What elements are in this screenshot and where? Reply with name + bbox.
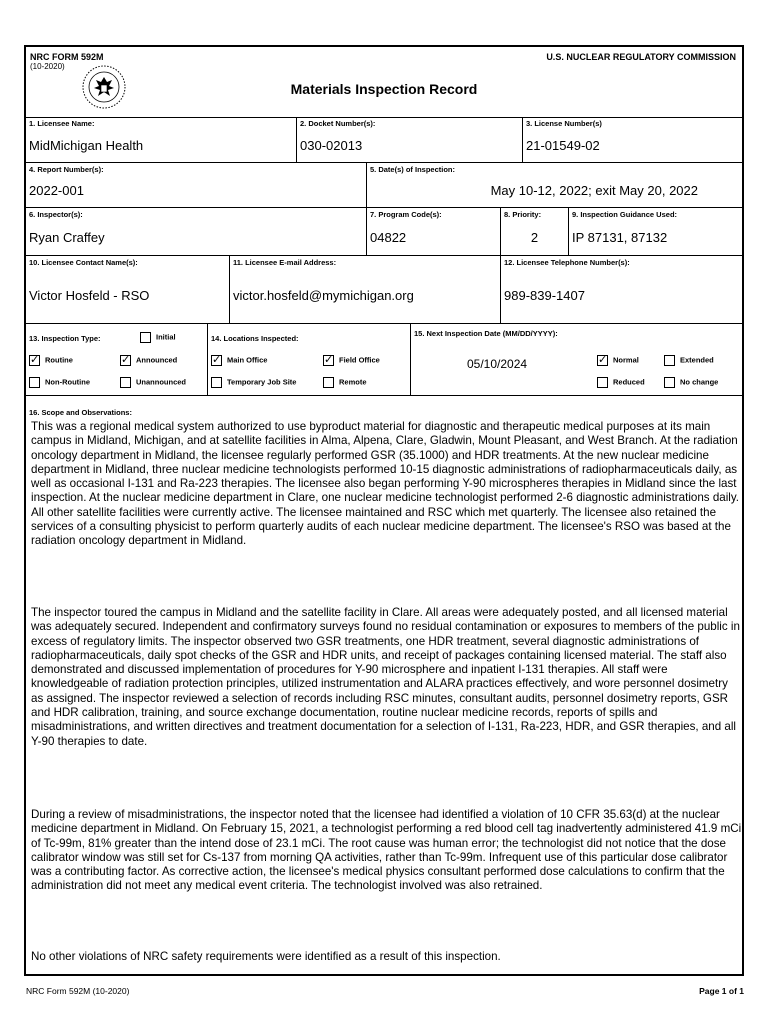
- non-routine-option[interactable]: [29, 377, 90, 388]
- non-routine-label: Non-Routine: [45, 377, 90, 387]
- inspection-form: [24, 45, 744, 976]
- locations-cell: [207, 324, 410, 395]
- reduced-option[interactable]: [597, 377, 645, 388]
- row-inspection-details: [26, 324, 742, 396]
- row-inspector: [26, 208, 742, 256]
- extended-checkbox[interactable]: [664, 355, 675, 366]
- license-number-label: 3. License Number(s): [526, 119, 602, 128]
- licensee-name-label: 1. Licensee Name:: [29, 119, 95, 128]
- licensee-name-field[interactable]: MidMichigan Health: [29, 138, 144, 153]
- main-office-checkbox[interactable]: [211, 355, 222, 366]
- main-office-label: Main Office: [227, 355, 268, 365]
- scope-paragraph-2: The inspector toured the campus in Midland and the satellite facility in Clare. All areas were adequately posted, and all licensed material was adequately secured. Independent and confirmatory surveys found no residual contamination or exposures to members of the public in excess of regulatory limits. The inspector observed two GSR treatments, one HDR treatment, several diagnostic administrations of radiopharmaceuticals, daily spot checks of the GSR and HDR units, and receipt of packages containing licensed material. The staff also demonstrated and discussed implementation of procedures for Y-90 microsphere and inpatient I-131 therapies. All staff were knowledgeable of radiation protection principles, utilized instrumentation and ALARA practices effectively, and wore personnel dosimetry as assigned. The inspector reviewed a selection of records including RSC minutes, consultant audits, personnel dosimetry reports, GSR and HDR calibration, training, and source exchange documentation, routine nuclear medicine records, reports of spills and misadministrations, and written directives and treatment documentation for a selection of I-131, Ra-223, HDR, and GSR therapies, and all Y-90 therapies to date.: [31, 606, 740, 748]
- inspector-field[interactable]: Ryan Craffey: [29, 230, 105, 245]
- no-change-checkbox[interactable]: [664, 377, 675, 388]
- scope-paragraph-3: During a review of misadministrations, the inspector noted that the licensee had identified a violation of 10 CFR 35.63(d) at the nuclear medicine department in Midland. On February 15, 2021, a technologist performing a red blood cell tag inadvertently administered 41.9 mCi of Tc-99m, 81% greater than the intend dose of 23.1 mCi. The root cause was human error; the technologist did not notice that the dose calibrator window was still set for Cs-137 from morning QA activities, rather than Tc-99m. Infrequent use of this particular dose calibrator was a contributing factor. As corrective action, the licensee's medical physics consultant performed dose calculations to confirm that the administration did not meet any medical event criteria. The technologist involved was also retrained.: [31, 808, 742, 893]
- contact-name-cell: [26, 256, 229, 323]
- contact-name-label: 10. Licensee Contact Name(s):: [29, 258, 138, 267]
- docket-number-cell: [296, 117, 522, 162]
- initial-checkbox[interactable]: [140, 332, 151, 343]
- row-contact: [26, 256, 742, 324]
- normal-label: Normal: [613, 355, 639, 365]
- reduced-label: Reduced: [613, 377, 645, 387]
- field-office-label: Field Office: [339, 355, 380, 365]
- form-title: Materials Inspection Record: [290, 81, 478, 97]
- initial-label: Initial: [156, 332, 176, 342]
- licensee-name-cell: [26, 117, 296, 162]
- unannounced-checkbox[interactable]: [120, 377, 131, 388]
- inspector-label: 6. Inspector(s):: [29, 210, 83, 219]
- inspector-cell: [26, 208, 366, 255]
- remote-option[interactable]: [323, 377, 367, 388]
- row-report: [26, 163, 742, 208]
- non-routine-checkbox[interactable]: [29, 377, 40, 388]
- temporary-job-site-checkbox[interactable]: [211, 377, 222, 388]
- program-code-field[interactable]: 04822: [370, 230, 407, 245]
- email-label: 11. Licensee E-mail Address:: [233, 258, 337, 267]
- phone-cell: [500, 256, 742, 323]
- main-office-option[interactable]: [211, 355, 267, 366]
- program-code-label: 7. Program Code(s):: [370, 210, 442, 219]
- field-office-option[interactable]: [323, 355, 380, 366]
- priority-label: 8. Priority:: [504, 210, 542, 219]
- remote-checkbox[interactable]: [323, 377, 334, 388]
- temporary-job-site-option[interactable]: [211, 377, 296, 388]
- license-number-field[interactable]: 21-01549-02: [526, 138, 600, 153]
- contact-name-field[interactable]: Victor Hosfeld - RSO: [29, 288, 150, 303]
- docket-number-field[interactable]: 030-02013: [300, 138, 363, 153]
- extended-label: Extended: [680, 355, 714, 365]
- phone-field[interactable]: 989-839-1407: [504, 288, 585, 303]
- next-inspection-cell: [410, 324, 742, 395]
- scope-paragraph-1: This was a regional medical system authorized to use byproduct material for diagnostic and therapeutic medical purposes at its main campus in Midland, Michigan, and at satellite facilities in Alma, Alpena, Clare, Gladwin, Mount Pleasant, and West Branch. At the radiation oncology department in Midland, the licensee regularly performed GSR (35.1000) and HDR treatments. At the new nuclear medicine department in Midland, three nuclear medicine technologists performed 10-15 diagnostic administrations of radiopharmaceuticals daily, as well as occasional I-131 and Ra-223 therapies. The licensee also began performing Y-90 microspheres therapies in Midland since the last inspection. At the nuclear medicine department in Clare, one nuclear medicine technologist performed 2-6 diagnostic administrations daily. All other satellite facilities were currently active. The licensee maintained and RSC which met quarterly. The licensee also retained the services of a consulting physicist to perform quarterly audits of each nuclear medicine department. The licensee's RSO was based at the radiation oncology department in Midland.: [31, 420, 740, 548]
- announced-checkbox[interactable]: [120, 355, 131, 366]
- program-code-cell: [366, 208, 500, 255]
- priority-cell: [500, 208, 568, 255]
- announced-label: Announced: [136, 355, 178, 365]
- agency-name: U.S. NUCLEAR REGULATORY COMMISSION: [546, 52, 736, 62]
- initial-option[interactable]: [140, 332, 176, 343]
- guidance-label: 9. Inspection Guidance Used:: [572, 210, 678, 219]
- footer-page-number: Page 1 of 1: [699, 986, 744, 996]
- normal-option[interactable]: [597, 355, 639, 366]
- email-cell: [229, 256, 500, 323]
- no-change-label: No change: [680, 377, 719, 387]
- form-revision: (10-2020): [30, 62, 65, 71]
- inspection-type-cell: [26, 324, 207, 395]
- docket-number-label: 2. Docket Number(s):: [300, 119, 376, 128]
- extended-option[interactable]: [664, 355, 714, 366]
- guidance-cell: [568, 208, 742, 255]
- priority-field[interactable]: 2: [530, 230, 539, 245]
- unannounced-label: Unannounced: [136, 377, 186, 387]
- remote-label: Remote: [339, 377, 367, 387]
- reduced-checkbox[interactable]: [597, 377, 608, 388]
- scope-paragraph-4: No other violations of NRC safety requirements were identified as a result of this inspection.: [31, 950, 501, 963]
- temporary-job-site-label: Temporary Job Site: [227, 377, 297, 387]
- guidance-field[interactable]: IP 87131, 87132: [572, 230, 668, 245]
- routine-option[interactable]: [29, 355, 73, 366]
- form-id: NRC FORM 592M: [30, 52, 104, 62]
- inspection-type-label: 13. Inspection Type:: [29, 334, 101, 343]
- unannounced-option[interactable]: [120, 377, 186, 388]
- row-licensee: [26, 117, 742, 163]
- next-inspection-label: 15. Next Inspection Date (MM/DD/YYYY):: [414, 329, 558, 338]
- form-header: [26, 47, 742, 118]
- no-change-option[interactable]: [664, 377, 718, 388]
- routine-label: Routine: [45, 355, 73, 365]
- inspection-dates-cell: [366, 163, 742, 207]
- license-number-cell: [522, 117, 742, 162]
- report-number-label: 4. Report Number(s):: [29, 165, 104, 174]
- phone-label: 12. Licensee Telephone Number(s):: [504, 258, 630, 267]
- locations-label: 14. Locations Inspected:: [211, 334, 299, 343]
- inspection-dates-label: 5. Date(s) of Inspection:: [370, 165, 456, 174]
- next-inspection-date-field[interactable]: 05/10/2024: [467, 357, 528, 371]
- scope-label: 16. Scope and Observations:: [29, 408, 132, 417]
- field-office-checkbox[interactable]: [323, 355, 334, 366]
- announced-option[interactable]: [120, 355, 177, 366]
- inspection-dates-field[interactable]: May 10-12, 2022; exit May 20, 2022: [490, 183, 698, 198]
- routine-checkbox[interactable]: [29, 355, 40, 366]
- scope-section: [26, 404, 742, 974]
- report-number-cell: [26, 163, 366, 207]
- report-number-field[interactable]: 2022-001: [29, 183, 84, 198]
- footer-form-id: NRC Form 592M (10-2020): [26, 986, 130, 996]
- email-field[interactable]: victor.hosfeld@mymichigan.org: [233, 288, 414, 303]
- normal-checkbox[interactable]: [597, 355, 608, 366]
